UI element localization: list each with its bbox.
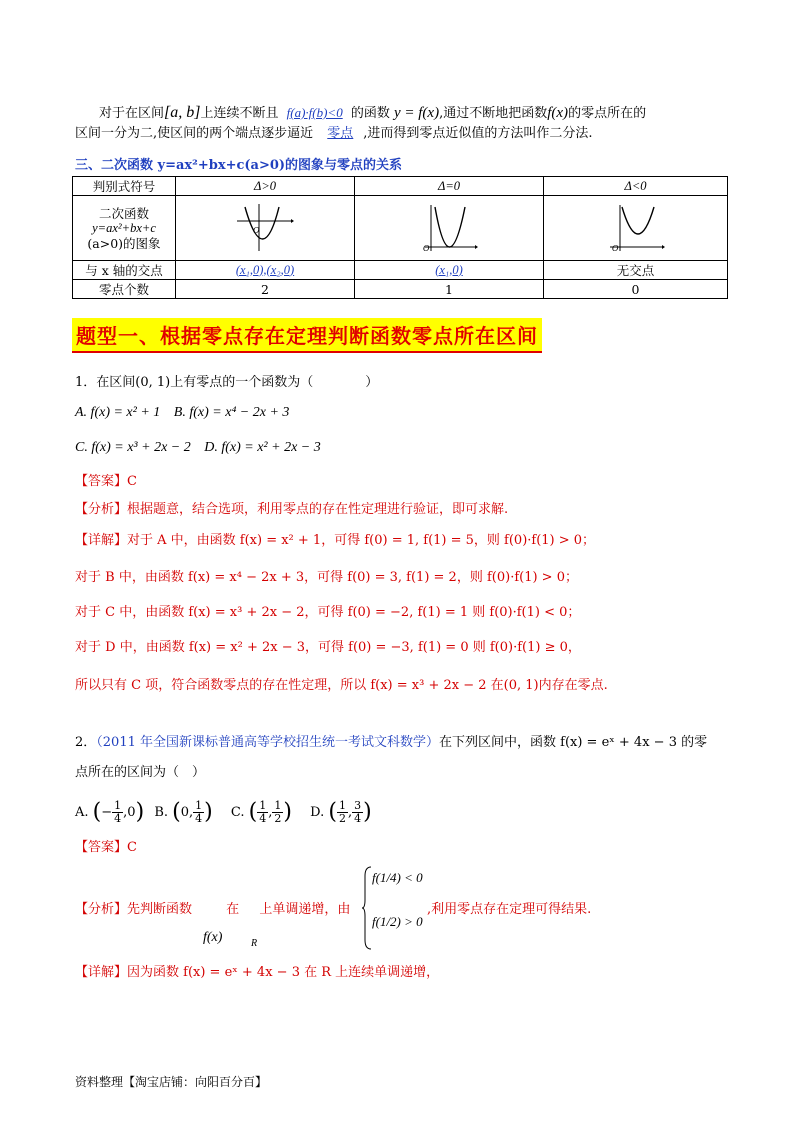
q2-condition-1: f(1/4) < 0 [372, 870, 423, 885]
parabola-graph-icon [235, 201, 295, 253]
table-cell: (x₁,0),(x₂,0) [176, 261, 355, 280]
q1-answer: 【答案】C [75, 474, 137, 489]
table-row-label: 零点个数 [73, 280, 176, 299]
table-row-label: 与 x 轴的交点 [73, 261, 176, 280]
q1-detail-2: 对于 B 中，由函数 f(x) = x⁴ − 2x + 3，可得 f(0) = 3, f(1) = 2，则 f(0)·f(1) > 0； [75, 570, 578, 585]
table-header-cell: Δ=0 [355, 177, 544, 196]
table-cell: 1 [355, 280, 544, 299]
svg-text:O: O [611, 243, 619, 253]
q2-options [75, 795, 372, 830]
q2-analysis-end: ,利用零点存在定理可得结果. [427, 902, 592, 917]
table-header-cell: Δ<0 [544, 177, 728, 196]
q1-analysis: 【分析】根据题意，结合选项，利用零点的存在性定理进行验证，即可求解. [75, 502, 509, 517]
table-header-cell: Δ>0 [176, 177, 355, 196]
table-header-cell: 判别式符号 [73, 177, 176, 196]
page-footer: 资料整理【淘宝店铺：向阳百分百】 [75, 1075, 268, 1089]
table-cell: 0 [544, 280, 728, 299]
intro-line-1: 对于在区间[a, b]上连续不断且 f(a)·f(b)<0 的函数 y = f(x),通过不断地把函数f(x)的零点所在的 [99, 104, 647, 121]
q2-analysis: 【分析】先判断函数 在 上单调递增，由 [75, 902, 351, 917]
q2-option-b[interactable]: B. (0, $\frac{1}{4}$ ) [154, 798, 213, 825]
q2-R: R [251, 938, 258, 949]
q2-stem-1: 2．（2011 年全国新课标普通高等学校招生统一考试文科数学）在下列区间中，函数 f(x) = eˣ + 4x − 3 的零 [75, 735, 708, 750]
q1-option-a[interactable]: A. f(x) = x² + 1 [75, 405, 161, 420]
graph-two-roots [176, 196, 355, 261]
graph-one-root [355, 196, 544, 261]
svg-text:O: O [253, 225, 260, 235]
parabola-graph-icon [419, 201, 479, 253]
q1-options-cd [75, 438, 321, 458]
q2-option-c[interactable]: C. ( $\frac{1}{4}$ , $\frac{1}{2}$ ) [230, 798, 292, 825]
table-cell: (x₁,0) [355, 261, 544, 280]
table-cell: 无交点 [544, 261, 728, 280]
q1-option-b[interactable]: B. f(x) = x⁴ − 2x + 3 [173, 405, 290, 420]
q1-detail-1: 【详解】对于 A 中，由函数 f(x) = x² + 1，可得 f(0) = 1, f(1) = 5，则 f(0)·f(1) > 0； [75, 533, 596, 548]
quadratic-table [72, 176, 728, 299]
q2-fx: f(x) [203, 930, 223, 945]
q2-conditions-brace [362, 866, 422, 950]
q2-condition-2: f(1/2) > 0 [372, 914, 423, 929]
section-3-title: 三、二次函数 y=ax²+bx+c(a>0)的图象与零点的关系 [75, 158, 403, 173]
q1-detail-3: 对于 C 中，由函数 f(x) = x³ + 2x − 2，可得 f(0) = −2, f(1) = 1 则 f(0)·f(1) < 0； [75, 605, 581, 620]
q1-detail-4: 对于 D 中，由函数 f(x) = x² + 2x − 3，可得 f(0) = −3, f(1) = 0 则 f(0)·f(1) ≥ 0， [75, 640, 581, 655]
q2-option-d[interactable]: D. ( $\frac{1}{2}$ , $\frac{3}{4}$ ) [310, 798, 372, 825]
table-cell: 2 [176, 280, 355, 299]
q2-answer: 【答案】C [75, 840, 137, 855]
q1-detail-5: 所以只有 C 项，符合函数零点的存在性定理，所以 f(x) = x³ + 2x − 2 在(0, 1)内存在零点. [75, 678, 608, 693]
svg-text:O: O [423, 243, 430, 253]
q1-options-ab [75, 403, 289, 423]
q1-option-c[interactable]: C. f(x) = x³ + 2x − 2 [75, 440, 191, 455]
q2-detail: 【详解】因为函数 f(x) = eˣ + 4x − 3 在 R 上连续单调递增， [75, 965, 440, 980]
brace-icon [362, 866, 372, 950]
table-row-label: 二次函数 y=ax²+bx+c (a>0)的图象 [73, 196, 176, 261]
intro-line-2: 区间一分为二,使区间的两个端点逐步逼近 零点 ,进而得到零点近似值的方法叫作二分法. [75, 126, 593, 141]
q2-source: （2011 年全国新课标普通高等学校招生统一考试文科数学） [96, 735, 439, 750]
section-banner: 题型一、根据零点存在定理判断函数零点所在区间 [72, 318, 542, 353]
q1-option-d[interactable]: D. f(x) = x² + 2x − 3 [204, 440, 321, 455]
q1-stem: 1．在区间(0, 1)上有零点的一个函数为（ ） [75, 375, 379, 390]
q2-option-a[interactable]: A. (− $\frac{1}{4}$ ,0) [75, 798, 145, 825]
parabola-graph-icon [606, 201, 666, 253]
graph-no-root [544, 196, 728, 261]
q2-stem-2: 点所在的区间为（ ） [75, 765, 206, 780]
